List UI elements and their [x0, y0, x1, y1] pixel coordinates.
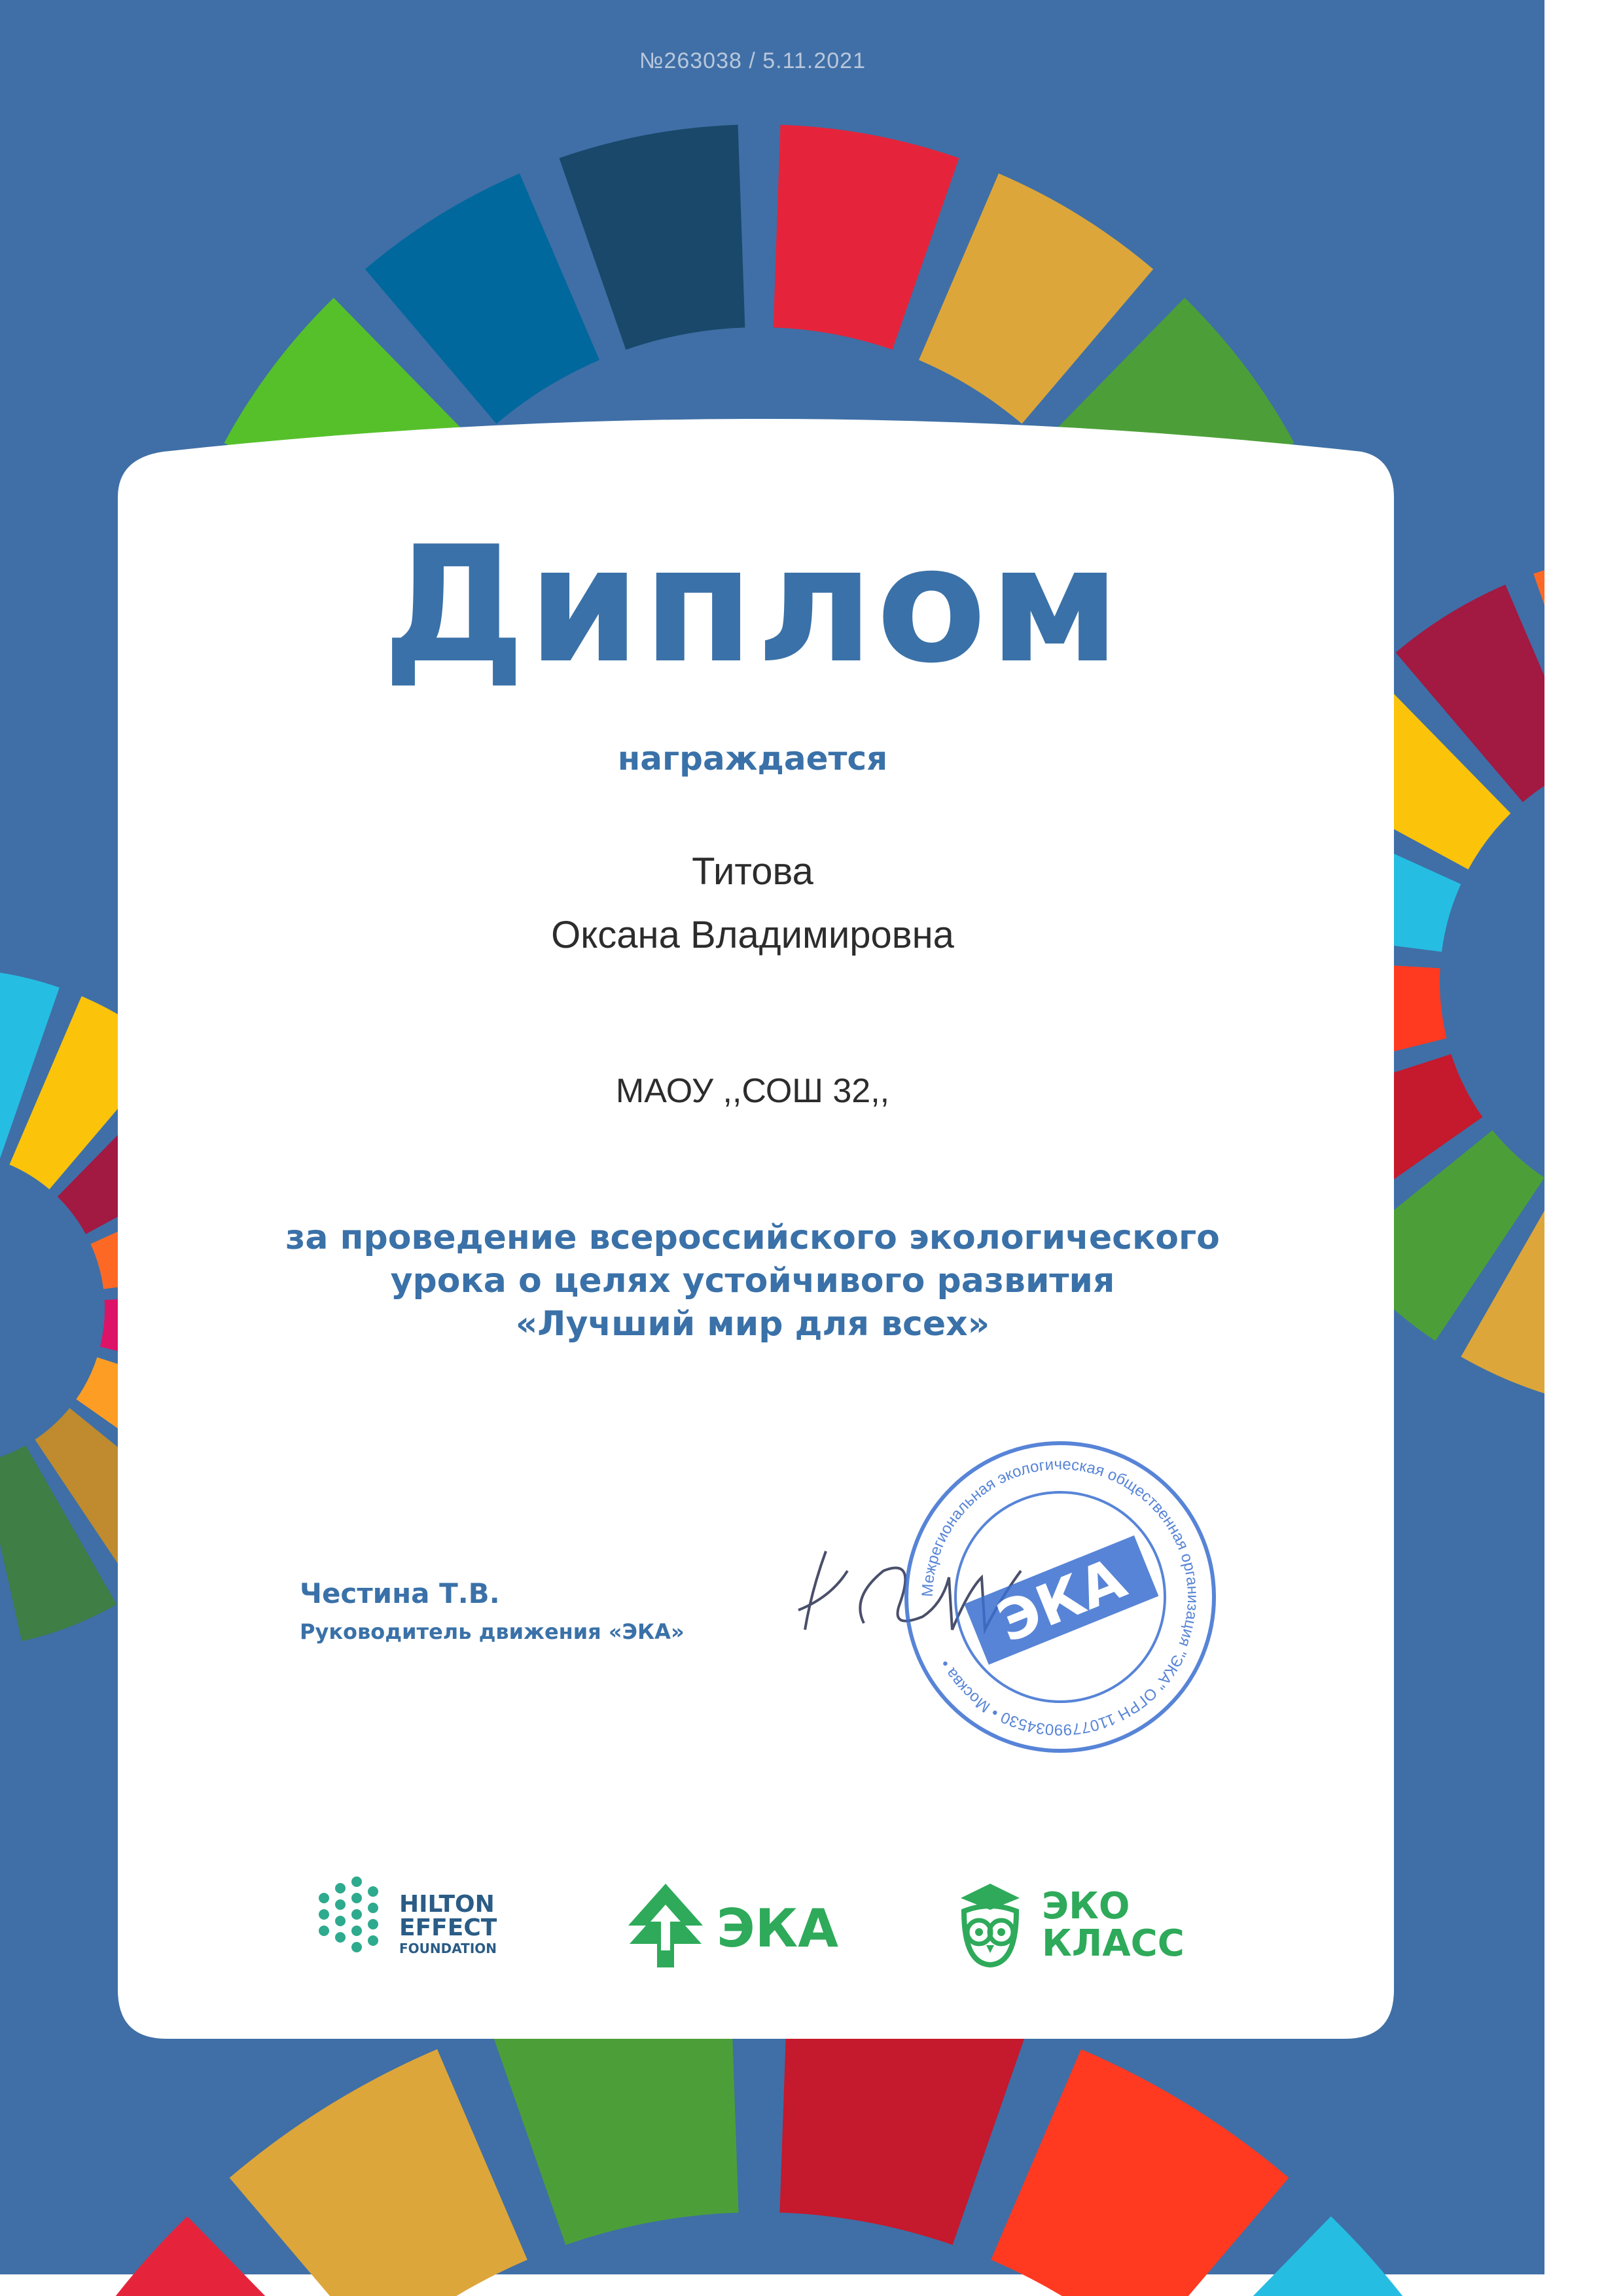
reason-line-3: «Лучший мир для всех» [515, 1304, 990, 1344]
ekoklass-logo-line-2: КЛАСС [1042, 1922, 1185, 1965]
recipient-given-names: Оксана Владимировна [551, 914, 954, 956]
eka-tree-icon [623, 1878, 708, 1970]
award-reason [0, 1216, 1505, 1346]
hilton-logo-line-3: FOUNDATION [399, 1941, 497, 1956]
document-number: №263038 / 5.11.2021 [639, 48, 866, 73]
owl-icon [948, 1872, 1033, 1970]
ekoklass-logo-line-1: ЭКО [1042, 1885, 1130, 1928]
hilton-logo-line-2: EFFECT [399, 1914, 497, 1941]
reason-line-2: урока о целях устойчивого развития [390, 1261, 1115, 1300]
hilton-logo-line-1: HILTON [399, 1891, 495, 1918]
recipient-surname: Титова [692, 850, 813, 893]
eka-logo-text: ЭКА [717, 1898, 839, 1959]
signer-title: Руководитель движения «ЭКА» [300, 1619, 685, 1644]
stamp-ring-text: Межрегиональная экологическая общественная организация "ЭКА" ОГРН 1107799034530 • Москва • [918, 1455, 1202, 1739]
stamp-logo-text: ЭКА [988, 1545, 1135, 1656]
diploma-title: Диплом [382, 512, 1123, 698]
official-stamp [897, 1433, 1224, 1761]
organization-name: МАОУ ,,СОШ 32,, [615, 1072, 890, 1110]
awarded-label: награждается [617, 740, 888, 778]
hilton-dots-icon [311, 1872, 389, 1970]
signer-name: Честина Т.В. [300, 1577, 500, 1609]
reason-line-1: за проведение всероссийского экологического [285, 1218, 1220, 1257]
